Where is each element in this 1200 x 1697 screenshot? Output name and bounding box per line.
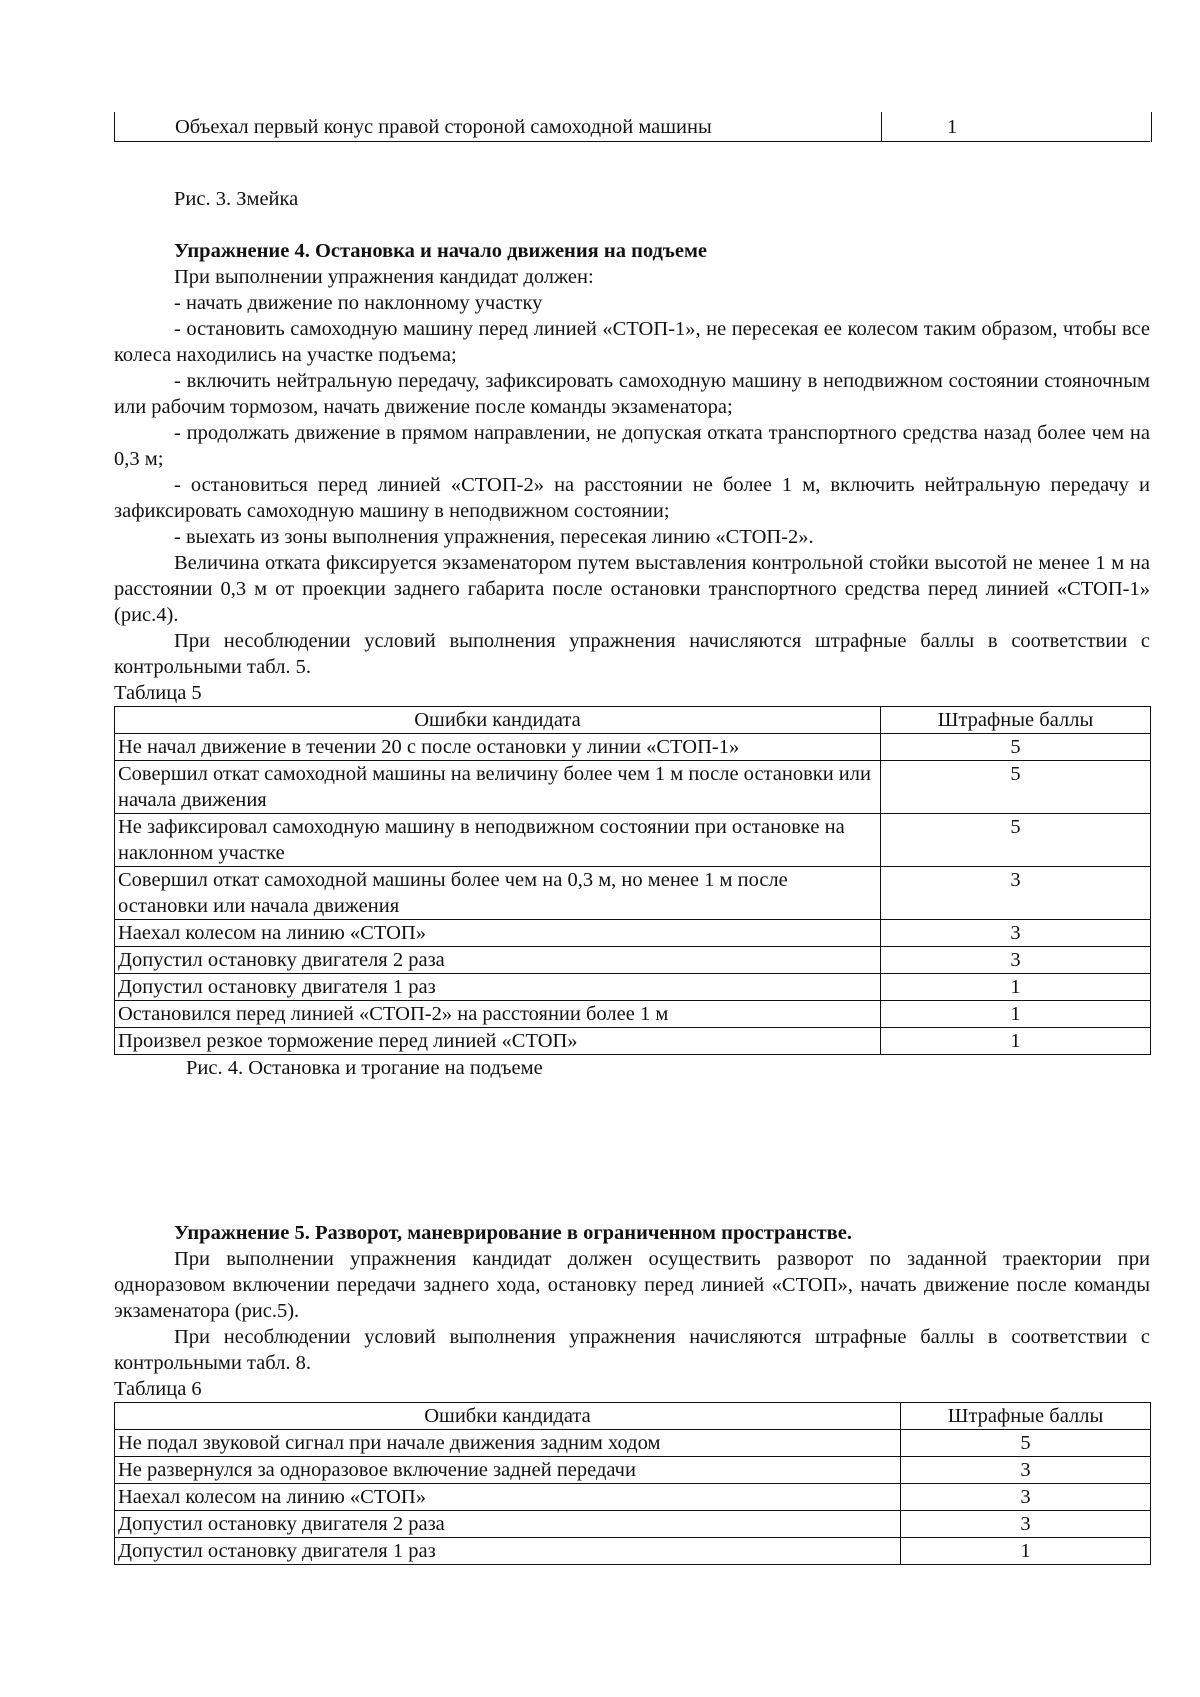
table-row-continued [114, 112, 1152, 142]
exercise4-item: - включить нейтральную передачу, зафиксировать самоходную машину в неподвижном состоянии стояночным или рабочим тормозом, начать движение после команды экзаменатора; [114, 370, 1150, 418]
table-cell-error: Не подал звуковой сигнал при начале движения задним ходом [115, 1430, 901, 1457]
table-cell-error: Наехал колесом на линию «СТОП» [115, 920, 881, 947]
table5 [114, 706, 1151, 1055]
table-row [115, 761, 1151, 814]
exercise4-heading: Упражнение 4. Остановка и начало движения на подъеме [174, 240, 708, 262]
table-cell-error: Наехал колесом на линию «СТОП» [115, 1484, 901, 1511]
table-cell-error: Допустил остановку двигателя 1 раз [115, 974, 881, 1001]
table-row [115, 1538, 1151, 1565]
table-cell-score: 1 [901, 1538, 1151, 1565]
exercise5-penalty: При несоблюдении условий выполнения упражнения начисляются штрафные баллы в соответствии с контрольными табл. 8. [114, 1326, 1150, 1374]
table-cell-score: 1 [881, 1028, 1151, 1055]
table-cell-error: Произвел резкое торможение перед линией «СТОП» [115, 1028, 881, 1055]
table-cell-score: 3 [881, 867, 1151, 920]
table-cell-score: 3 [881, 947, 1151, 974]
table-cell-error: Допустил остановку двигателя 1 раз [115, 1538, 901, 1565]
table-header-score: Штрафные баллы [881, 707, 1151, 734]
table-header-row [115, 1403, 1151, 1430]
table5-caption: Таблица 5 [114, 682, 202, 704]
table-cell-error: Не начал движение в течении 20 с после остановки у линии «СТОП-1» [115, 734, 881, 761]
exercise5-body: При выполнении упражнения кандидат должен осуществить разворот по заданной траектории при одноразовом включении передачи заднего хода, остановку перед линией «СТОП», начать движение после команды экзаменатора (рис.5). [114, 1248, 1150, 1322]
table-row [115, 1430, 1151, 1457]
table-cell-error: Объехал первый конус правой стороной самоходной машины [175, 116, 712, 138]
table-cell-score: 5 [881, 814, 1151, 867]
table-row [115, 814, 1151, 867]
table-cell-score: 5 [881, 761, 1151, 814]
table-cell-error: Не зафиксировал самоходную машину в неподвижном состоянии при остановке на наклонном участке [115, 814, 881, 867]
table-row [115, 1511, 1151, 1538]
table-header-score: Штрафные баллы [901, 1403, 1151, 1430]
table-cell-error: Не развернулся за одноразовое включение задней передачи [115, 1457, 901, 1484]
table-row [115, 867, 1151, 920]
table-cell-score: 3 [901, 1511, 1151, 1538]
table-cell-score: 5 [881, 734, 1151, 761]
table-row [115, 1457, 1151, 1484]
table-header-row [115, 707, 1151, 734]
table-cell-error: Совершил откат самоходной машины на величину более чем 1 м после остановки или начала движения [115, 761, 881, 814]
table-cell-score: 3 [881, 920, 1151, 947]
table-cell-score: 3 [901, 1484, 1151, 1511]
table-cell-error: Допустил остановку двигателя 2 раза [115, 1511, 901, 1538]
exercise4-rollback: Величина отката фиксируется экзаменатором путем выставления контрольной стойки высотой не менее 1 м на расстоянии 0,3 м от проекции заднего габарита после остановки транспортного средства перед линией «СТОП-1» (рис.4). [114, 552, 1150, 626]
table-cell-score: 1 [947, 116, 958, 138]
exercise5-heading: Упражнение 5. Разворот, маневрирование в ограниченном пространстве. [174, 1222, 852, 1244]
table-row [115, 974, 1151, 1001]
table-cell-error: Совершил откат самоходной машины более чем на 0,3 м, но менее 1 м после остановки или начала движения [115, 867, 881, 920]
table-row [115, 947, 1151, 974]
exercise4-section [114, 238, 1150, 1081]
table-row [115, 734, 1151, 761]
table-cell-score: 5 [901, 1430, 1151, 1457]
exercise4-item: - остановить самоходную машину перед линией «СТОП-1», не пересекая ее колесом таким образом, чтобы все колеса находились на участке подъема; [114, 318, 1150, 366]
exercise5-section [114, 1220, 1150, 1565]
table6-caption: Таблица 6 [114, 1378, 202, 1400]
table-cell-error: Остановился перед линией «СТОП-2» на расстоянии более 1 м [115, 1001, 881, 1028]
table-bottom-border [114, 141, 1150, 142]
table-cell-score: 3 [901, 1457, 1151, 1484]
table-header-errors: Ошибки кандидата [115, 1403, 901, 1430]
table-row [115, 1001, 1151, 1028]
exercise4-item: - начать движение по наклонному участку [174, 292, 543, 314]
table6 [114, 1402, 1151, 1565]
table-cell-score: 1 [881, 1001, 1151, 1028]
fig4-caption: Рис. 4. Остановка и трогание на подъеме [186, 1057, 543, 1079]
table-row [115, 920, 1151, 947]
exercise4-item: - продолжать движение в прямом направлении, не допуская отката транспортного средства назад более чем на 0,3 м; [114, 422, 1150, 470]
exercise4-intro: При выполнении упражнения кандидат должен: [174, 266, 594, 288]
table-row [115, 1484, 1151, 1511]
fig3-caption: Рис. 3. Змейка [174, 188, 299, 210]
exercise4-item: - выехать из зоны выполнения упражнения, пересекая линию «СТОП-2». [174, 526, 814, 548]
table-row [115, 1028, 1151, 1055]
table-cell-score: 1 [881, 974, 1151, 1001]
exercise4-penalty: При несоблюдении условий выполнения упражнения начисляются штрафные баллы в соответствии с контрольными табл. 5. [114, 630, 1150, 678]
table-header-errors: Ошибки кандидата [115, 707, 881, 734]
table-divider [881, 112, 882, 142]
exercise4-item: - остановиться перед линией «СТОП-2» на расстоянии не более 1 м, включить нейтральную передачу и зафиксировать самоходную машину в неподвижном состоянии; [114, 474, 1150, 522]
table-cell-error: Допустил остановку двигателя 2 раза [115, 947, 881, 974]
